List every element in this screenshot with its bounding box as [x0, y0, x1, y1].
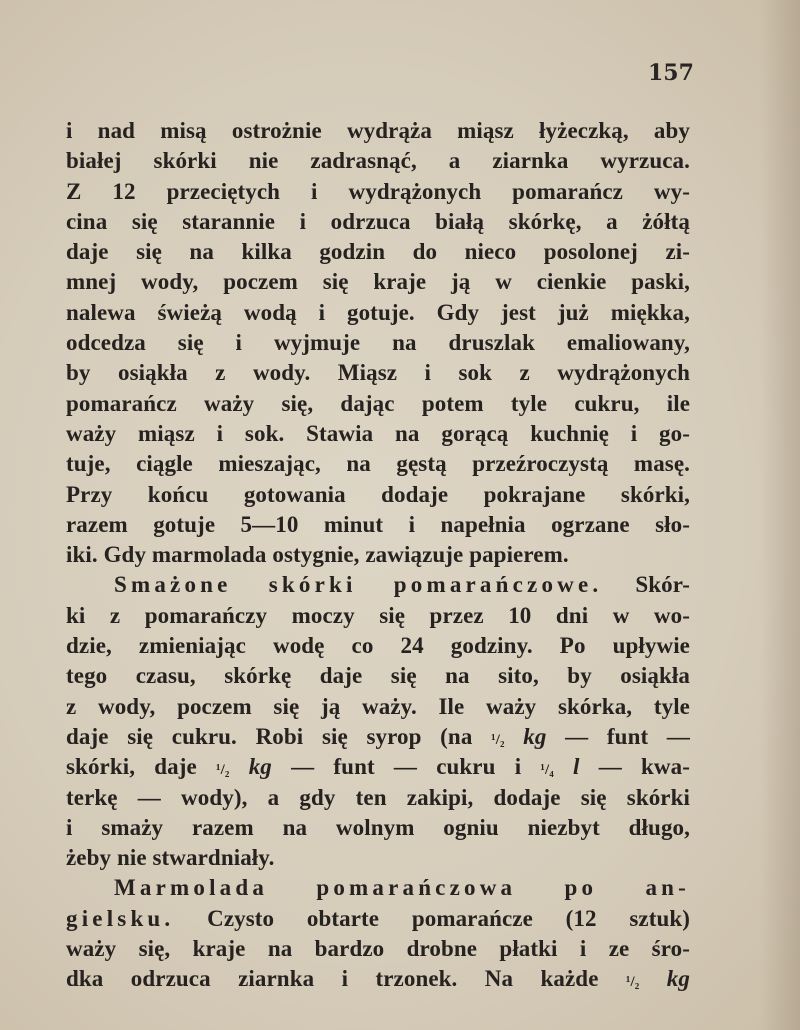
text-segment: — funt — cukru i [271, 754, 541, 780]
text-line [66, 419, 690, 449]
text-segment: tuje, ciągle mieszając, na gęstą przeźroczystą masę. [66, 451, 690, 477]
text-line [66, 449, 690, 479]
text-segment: l [553, 754, 580, 780]
text-segment: dzie, zmieniając wodę co 24 godziny. Po upływie [66, 633, 690, 659]
text-line [66, 692, 690, 722]
text-line [66, 298, 690, 328]
text-segment: ¹/₄ [540, 762, 554, 779]
text-segment: odcedza się i wyjmuje na druszlak emaliowany, [66, 330, 690, 356]
section-heading: Smażone skórki pomarańczowe. [114, 572, 603, 598]
text-line [66, 267, 690, 297]
text-segment: waży miąsz i sok. Stawia na gorącą kuchnię i go- [66, 420, 690, 446]
text-segment: daje się cukru. Robi się syrop (na [66, 723, 492, 749]
section-heading: gielsku. [66, 905, 175, 931]
text-line [66, 722, 690, 752]
text-segment: żeby nie stwardniały. [66, 845, 275, 871]
text-line [66, 661, 690, 691]
text-line [66, 116, 690, 146]
text-segment: kg [639, 966, 690, 992]
text-line [66, 207, 690, 237]
text-line [66, 813, 690, 843]
text-line [66, 873, 690, 903]
text-segment: Przy końcu gotowania dodaje pokrajane skórki, [66, 481, 690, 507]
text-segment: Czysto obtarte pomarańcze (12 sztuk) [174, 905, 690, 931]
text-segment: tego czasu, skórkę daje się na sito, by osiąkła [66, 663, 690, 689]
text-segment: Z 12 przeciętych i wydrążonych pomarańcz wy- [66, 178, 690, 204]
text-line [66, 177, 690, 207]
text-segment: waży się, kraje na bardzo drobne płatki i ze śro- [66, 936, 690, 962]
text-line [66, 510, 690, 540]
page-edge-shadow [760, 0, 800, 1030]
text-line [66, 843, 690, 873]
text-segment: białej skórki nie zadrasnąć, a ziarnka wyrzuca. [66, 148, 690, 174]
page-number: 157 [648, 60, 694, 86]
text-line [66, 752, 690, 782]
text-segment: by osiąkła z wody. Miąsz i sok z wydrążonych [66, 360, 690, 386]
text-segment: mnej wody, poczem się kraje ją w cienkie paski, [66, 269, 690, 295]
text-line [66, 146, 690, 176]
text-segment: ¹/₂ [216, 762, 230, 779]
text-segment: i smaży razem na wolnym ogniu niezbyt długo, [66, 814, 690, 840]
text-line [66, 358, 690, 388]
text-segment: — kwa- [579, 754, 691, 780]
section-heading: Marmolada pomarańczowa po an- [114, 875, 690, 901]
text-segment: kg [504, 723, 547, 749]
text-line [66, 631, 690, 661]
text-segment: ¹/₂ [491, 731, 505, 748]
text-segment: ki z pomarańczy moczy się przez 10 dni w wo- [66, 602, 690, 628]
text-line [66, 783, 690, 813]
body-text [66, 116, 690, 995]
text-line [66, 570, 690, 600]
text-segment: — funt — [546, 723, 690, 749]
text-segment: daje się na kilka godzin do nieco posolonej zi- [66, 239, 690, 265]
text-segment: z wody, poczem się ją waży. Ile waży skórka, tyle [66, 693, 690, 719]
text-segment: kg [229, 754, 272, 780]
text-segment: skórki, daje [66, 754, 217, 780]
text-segment: i nad misą ostrożnie wydrąża miąsz łyżeczką, aby [66, 118, 690, 143]
text-line [66, 964, 690, 994]
text-line [66, 480, 690, 510]
text-segment: Skór- [602, 572, 690, 598]
text-segment: ¹/₂ [625, 974, 640, 991]
text-segment: iki. Gdy marmolada ostygnie, zawiązuje papierem. [66, 542, 569, 568]
text-line [66, 934, 690, 964]
text-line [66, 328, 690, 358]
text-line [66, 601, 690, 631]
text-segment: nalewa świeżą wodą i gotuje. Gdy jest już miękka, [66, 299, 690, 325]
text-line [66, 237, 690, 267]
text-line [66, 540, 690, 570]
text-segment: terkę — wody), a gdy ten zakipi, dodaje się skórki [66, 784, 690, 810]
text-segment: razem gotuje 5—10 minut i napełnia ogrzane sło- [66, 511, 690, 537]
text-line [66, 389, 690, 419]
text-segment: cina się starannie i odrzuca białą skórkę, a żółtą [66, 208, 690, 234]
text-segment: dka odrzuca ziarnka i trzonek. Na każde [66, 966, 626, 992]
text-line [66, 904, 690, 934]
text-segment: pomarańcz waży się, dając potem tyle cukru, ile [66, 390, 690, 416]
